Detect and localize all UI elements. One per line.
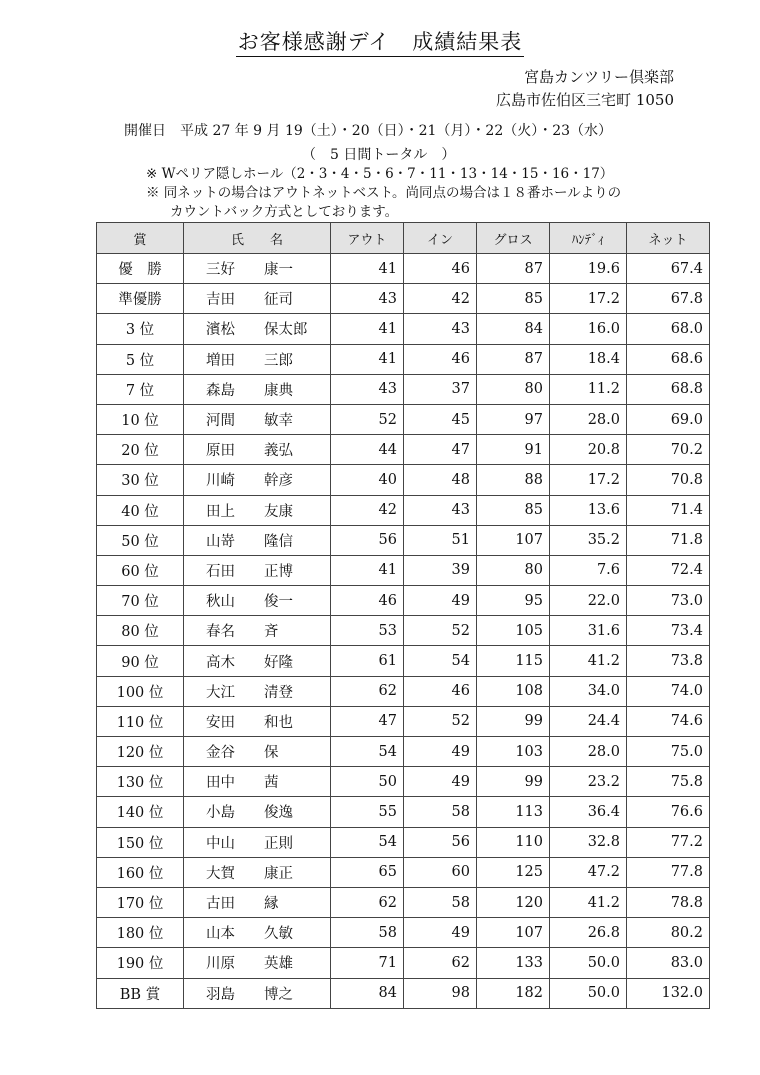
out-score-cell: 44 <box>331 435 404 465</box>
given-name: 征司 <box>264 292 293 309</box>
net-score-cell: 78.8 <box>627 887 710 917</box>
in-score-cell: 52 <box>404 706 477 736</box>
name-cell <box>184 706 331 736</box>
net-score-cell: 77.2 <box>627 827 710 857</box>
handicap-cell: 11.2 <box>550 374 627 404</box>
given-name: 正博 <box>264 563 293 580</box>
gross-score-cell: 182 <box>477 978 550 1008</box>
family-name: 原田 <box>206 443 235 460</box>
prize-cell: 20 位 <box>97 435 184 465</box>
net-score-cell: 67.8 <box>627 284 710 314</box>
prize-cell: 5 位 <box>97 344 184 374</box>
family-name: 羽島 <box>206 986 235 1003</box>
name-cell <box>184 344 331 374</box>
given-name: 俊逸 <box>264 805 293 822</box>
gross-score-cell: 99 <box>477 706 550 736</box>
out-score-cell: 41 <box>331 555 404 585</box>
in-score-cell: 58 <box>404 797 477 827</box>
handicap-cell: 19.6 <box>550 254 627 284</box>
name-cell <box>184 646 331 676</box>
out-score-cell: 54 <box>331 827 404 857</box>
prize-cell: 90 位 <box>97 646 184 676</box>
in-score-cell: 60 <box>404 857 477 887</box>
net-score-cell: 80.2 <box>627 918 710 948</box>
gross-score-cell: 91 <box>477 435 550 465</box>
net-score-cell: 74.0 <box>627 676 710 706</box>
prize-cell: 160 位 <box>97 857 184 887</box>
name-cell <box>184 555 331 585</box>
family-name: 中山 <box>206 835 235 852</box>
prize-cell: 130 位 <box>97 767 184 797</box>
family-name: 高木 <box>206 654 235 671</box>
family-name: 金谷 <box>206 745 235 762</box>
out-score-cell: 58 <box>331 918 404 948</box>
out-score-cell: 41 <box>331 344 404 374</box>
out-score-cell: 52 <box>331 404 404 434</box>
out-score-cell: 46 <box>331 586 404 616</box>
handicap-cell: 16.0 <box>550 314 627 344</box>
family-name: 濱松 <box>206 322 235 339</box>
out-score-cell: 43 <box>331 284 404 314</box>
in-score-cell: 37 <box>404 374 477 404</box>
name-cell <box>184 737 331 767</box>
prize-cell: 50 位 <box>97 525 184 555</box>
out-score-cell: 41 <box>331 314 404 344</box>
handicap-cell: 20.8 <box>550 435 627 465</box>
handicap-cell: 7.6 <box>550 555 627 585</box>
given-name: 保太郎 <box>264 322 308 339</box>
gross-score-cell: 97 <box>477 404 550 434</box>
table-row <box>97 767 710 797</box>
header-name: 氏 名 <box>184 223 331 254</box>
given-name: 斉 <box>264 624 279 641</box>
club-info <box>496 66 674 112</box>
net-score-cell: 68.8 <box>627 374 710 404</box>
gross-score-cell: 80 <box>477 555 550 585</box>
net-score-cell: 70.2 <box>627 435 710 465</box>
given-name: 好隆 <box>264 654 293 671</box>
family-name: 古田 <box>206 896 235 913</box>
gross-score-cell: 108 <box>477 676 550 706</box>
table-row <box>97 525 710 555</box>
note-tiebreak: ※ 同ネットの場合はアウトネットベスト。尚同点の場合は１８番ホールよりの <box>146 185 622 201</box>
handicap-cell: 31.6 <box>550 616 627 646</box>
net-score-cell: 77.8 <box>627 857 710 887</box>
in-score-cell: 52 <box>404 616 477 646</box>
table-row <box>97 857 710 887</box>
gross-score-cell: 85 <box>477 284 550 314</box>
out-score-cell: 84 <box>331 978 404 1008</box>
name-cell <box>184 887 331 917</box>
handicap-cell: 35.2 <box>550 525 627 555</box>
family-name: 秋山 <box>206 594 235 611</box>
gross-score-cell: 115 <box>477 646 550 676</box>
name-cell <box>184 495 331 525</box>
prize-cell: 40 位 <box>97 495 184 525</box>
table-row <box>97 284 710 314</box>
table-row <box>97 586 710 616</box>
net-score-cell: 67.4 <box>627 254 710 284</box>
given-name: 清登 <box>264 684 293 701</box>
in-score-cell: 47 <box>404 435 477 465</box>
in-score-cell: 46 <box>404 254 477 284</box>
name-cell <box>184 676 331 706</box>
family-name: 三好 <box>206 262 235 279</box>
net-score-cell: 73.8 <box>627 646 710 676</box>
in-score-cell: 46 <box>404 344 477 374</box>
prize-cell: 80 位 <box>97 616 184 646</box>
handicap-cell: 32.8 <box>550 827 627 857</box>
handicap-cell: 41.2 <box>550 887 627 917</box>
in-score-cell: 49 <box>404 767 477 797</box>
given-name: 幹彦 <box>264 473 293 490</box>
in-score-cell: 51 <box>404 525 477 555</box>
given-name: 俊一 <box>264 594 293 611</box>
table-header-row <box>97 223 710 254</box>
name-cell <box>184 254 331 284</box>
name-cell <box>184 797 331 827</box>
name-cell <box>184 857 331 887</box>
net-score-cell: 68.0 <box>627 314 710 344</box>
handicap-cell: 47.2 <box>550 857 627 887</box>
in-score-cell: 56 <box>404 827 477 857</box>
gross-score-cell: 87 <box>477 254 550 284</box>
gross-score-cell: 87 <box>477 344 550 374</box>
in-score-cell: 42 <box>404 284 477 314</box>
net-score-cell: 73.4 <box>627 616 710 646</box>
given-name: 英雄 <box>264 956 293 973</box>
name-cell <box>184 616 331 646</box>
given-name: 和也 <box>264 714 293 731</box>
family-name: 小島 <box>206 805 235 822</box>
name-cell <box>184 404 331 434</box>
prize-cell: 190 位 <box>97 948 184 978</box>
in-score-cell: 62 <box>404 948 477 978</box>
note-countback: カウントバック方式としております。 <box>170 204 399 220</box>
table-row <box>97 948 710 978</box>
handicap-cell: 41.2 <box>550 646 627 676</box>
in-score-cell: 54 <box>404 646 477 676</box>
name-cell <box>184 465 331 495</box>
family-name: 大賀 <box>206 865 235 882</box>
given-name: 友康 <box>264 503 293 520</box>
gross-score-cell: 103 <box>477 737 550 767</box>
name-cell <box>184 284 331 314</box>
net-score-cell: 71.8 <box>627 525 710 555</box>
out-score-cell: 55 <box>331 797 404 827</box>
family-name: 安田 <box>206 714 235 731</box>
out-score-cell: 53 <box>331 616 404 646</box>
table-row <box>97 254 710 284</box>
handicap-cell: 17.2 <box>550 284 627 314</box>
given-name: 縁 <box>264 896 279 913</box>
table-row <box>97 465 710 495</box>
family-name: 石田 <box>206 563 235 580</box>
gross-score-cell: 125 <box>477 857 550 887</box>
handicap-cell: 23.2 <box>550 767 627 797</box>
name-cell <box>184 586 331 616</box>
net-score-cell: 83.0 <box>627 948 710 978</box>
given-name: 康一 <box>264 262 293 279</box>
in-score-cell: 98 <box>404 978 477 1008</box>
out-score-cell: 47 <box>331 706 404 736</box>
net-score-cell: 73.0 <box>627 586 710 616</box>
handicap-cell: 26.8 <box>550 918 627 948</box>
club-name: 宮島カンツリー倶楽部 <box>523 68 674 86</box>
net-score-cell: 69.0 <box>627 404 710 434</box>
header-in: イン <box>404 223 477 254</box>
results-table <box>96 222 710 1009</box>
table-row <box>97 616 710 646</box>
net-score-cell: 132.0 <box>627 978 710 1008</box>
header-handicap: ﾊﾝﾃﾞｨ <box>550 223 627 254</box>
table-row <box>97 737 710 767</box>
event-notes <box>146 165 621 222</box>
given-name: 康正 <box>264 865 293 882</box>
prize-cell: BB 賞 <box>97 978 184 1008</box>
net-score-cell: 74.6 <box>627 706 710 736</box>
given-name: 久敏 <box>264 926 293 943</box>
net-score-cell: 76.6 <box>627 797 710 827</box>
prize-cell: 110 位 <box>97 706 184 736</box>
given-name: 保 <box>264 745 279 762</box>
out-score-cell: 61 <box>331 646 404 676</box>
name-cell <box>184 918 331 948</box>
in-score-cell: 49 <box>404 586 477 616</box>
gross-score-cell: 95 <box>477 586 550 616</box>
name-cell <box>184 525 331 555</box>
gross-score-cell: 107 <box>477 918 550 948</box>
given-name: 義弘 <box>264 443 293 460</box>
in-score-cell: 45 <box>404 404 477 434</box>
out-score-cell: 65 <box>331 857 404 887</box>
header-out: アウト <box>331 223 404 254</box>
prize-cell: 優 勝 <box>97 254 184 284</box>
table-row <box>97 827 710 857</box>
prize-cell: 100 位 <box>97 676 184 706</box>
in-score-cell: 43 <box>404 495 477 525</box>
gross-score-cell: 120 <box>477 887 550 917</box>
in-score-cell: 48 <box>404 465 477 495</box>
table-row <box>97 404 710 434</box>
table-row <box>97 797 710 827</box>
given-name: 博之 <box>264 986 293 1003</box>
gross-score-cell: 105 <box>477 616 550 646</box>
table-row <box>97 978 710 1008</box>
handicap-cell: 22.0 <box>550 586 627 616</box>
gross-score-cell: 110 <box>477 827 550 857</box>
gross-score-cell: 99 <box>477 767 550 797</box>
net-score-cell: 72.4 <box>627 555 710 585</box>
family-name: 山嵜 <box>206 533 235 550</box>
table-row <box>97 314 710 344</box>
net-score-cell: 71.4 <box>627 495 710 525</box>
family-name: 川原 <box>206 956 235 973</box>
net-score-cell: 75.0 <box>627 737 710 767</box>
gross-score-cell: 113 <box>477 797 550 827</box>
out-score-cell: 71 <box>331 948 404 978</box>
net-score-cell: 70.8 <box>627 465 710 495</box>
prize-cell: 10 位 <box>97 404 184 434</box>
table-row <box>97 435 710 465</box>
handicap-cell: 18.4 <box>550 344 627 374</box>
out-score-cell: 41 <box>331 254 404 284</box>
given-name: 康典 <box>264 382 293 399</box>
handicap-cell: 50.0 <box>550 978 627 1008</box>
prize-cell: 60 位 <box>97 555 184 585</box>
family-name: 山本 <box>206 926 235 943</box>
in-score-cell: 43 <box>404 314 477 344</box>
net-score-cell: 68.6 <box>627 344 710 374</box>
table-row <box>97 374 710 404</box>
in-score-cell: 49 <box>404 918 477 948</box>
name-cell <box>184 374 331 404</box>
given-name: 敏幸 <box>264 413 293 430</box>
in-score-cell: 58 <box>404 887 477 917</box>
handicap-cell: 17.2 <box>550 465 627 495</box>
given-name: 隆信 <box>264 533 293 550</box>
gross-score-cell: 107 <box>477 525 550 555</box>
name-cell <box>184 827 331 857</box>
family-name: 森島 <box>206 382 235 399</box>
prize-cell: 170 位 <box>97 887 184 917</box>
out-score-cell: 42 <box>331 495 404 525</box>
net-score-cell: 75.8 <box>627 767 710 797</box>
out-score-cell: 40 <box>331 465 404 495</box>
prize-cell: 7 位 <box>97 374 184 404</box>
in-score-cell: 46 <box>404 676 477 706</box>
given-name: 正則 <box>264 835 293 852</box>
family-name: 田上 <box>206 503 235 520</box>
table-row <box>97 555 710 585</box>
table-row <box>97 918 710 948</box>
page-title: お客様感謝デイ 成績結果表 <box>0 26 760 56</box>
prize-cell: 準優勝 <box>97 284 184 314</box>
handicap-cell: 36.4 <box>550 797 627 827</box>
handicap-cell: 50.0 <box>550 948 627 978</box>
gross-score-cell: 133 <box>477 948 550 978</box>
family-name: 春名 <box>206 624 235 641</box>
table-row <box>97 344 710 374</box>
header-net: ネット <box>627 223 710 254</box>
handicap-cell: 34.0 <box>550 676 627 706</box>
given-name: 三郎 <box>264 352 293 369</box>
family-name: 河間 <box>206 413 235 430</box>
handicap-cell: 28.0 <box>550 404 627 434</box>
table-row <box>97 706 710 736</box>
gross-score-cell: 85 <box>477 495 550 525</box>
in-score-cell: 39 <box>404 555 477 585</box>
gross-score-cell: 84 <box>477 314 550 344</box>
family-name: 大江 <box>206 684 235 701</box>
prize-cell: 30 位 <box>97 465 184 495</box>
event-dates: 開催日 平成 27 年 9 月 19（土）・20（日）・21（月）・22（火）・23（水） <box>124 123 613 139</box>
name-cell <box>184 767 331 797</box>
table-row <box>97 495 710 525</box>
prize-cell: 3 位 <box>97 314 184 344</box>
given-name: 茜 <box>264 775 279 792</box>
table-row <box>97 887 710 917</box>
name-cell <box>184 948 331 978</box>
club-address: 広島市佐伯区三宅町 1050 <box>496 91 674 109</box>
out-score-cell: 62 <box>331 887 404 917</box>
event-total: （ 5 日間トータル ） <box>302 147 456 163</box>
prize-cell: 180 位 <box>97 918 184 948</box>
handicap-cell: 24.4 <box>550 706 627 736</box>
handicap-cell: 28.0 <box>550 737 627 767</box>
out-score-cell: 43 <box>331 374 404 404</box>
header-gross: グロス <box>477 223 550 254</box>
in-score-cell: 49 <box>404 737 477 767</box>
gross-score-cell: 80 <box>477 374 550 404</box>
out-score-cell: 56 <box>331 525 404 555</box>
prize-cell: 120 位 <box>97 737 184 767</box>
name-cell <box>184 435 331 465</box>
family-name: 川崎 <box>206 473 235 490</box>
family-name: 田中 <box>206 775 235 792</box>
family-name: 吉田 <box>206 292 235 309</box>
name-cell <box>184 978 331 1008</box>
out-score-cell: 62 <box>331 676 404 706</box>
prize-cell: 70 位 <box>97 586 184 616</box>
handicap-cell: 13.6 <box>550 495 627 525</box>
table-row <box>97 676 710 706</box>
prize-cell: 140 位 <box>97 797 184 827</box>
out-score-cell: 54 <box>331 737 404 767</box>
out-score-cell: 50 <box>331 767 404 797</box>
family-name: 増田 <box>206 352 235 369</box>
prize-cell: 150 位 <box>97 827 184 857</box>
note-holes: ※ Wペリア隠しホール（2・3・4・5・6・7・11・13・14・15・16・17） <box>146 166 614 182</box>
table-row <box>97 646 710 676</box>
name-cell <box>184 314 331 344</box>
header-prize: 賞 <box>97 223 184 254</box>
gross-score-cell: 88 <box>477 465 550 495</box>
